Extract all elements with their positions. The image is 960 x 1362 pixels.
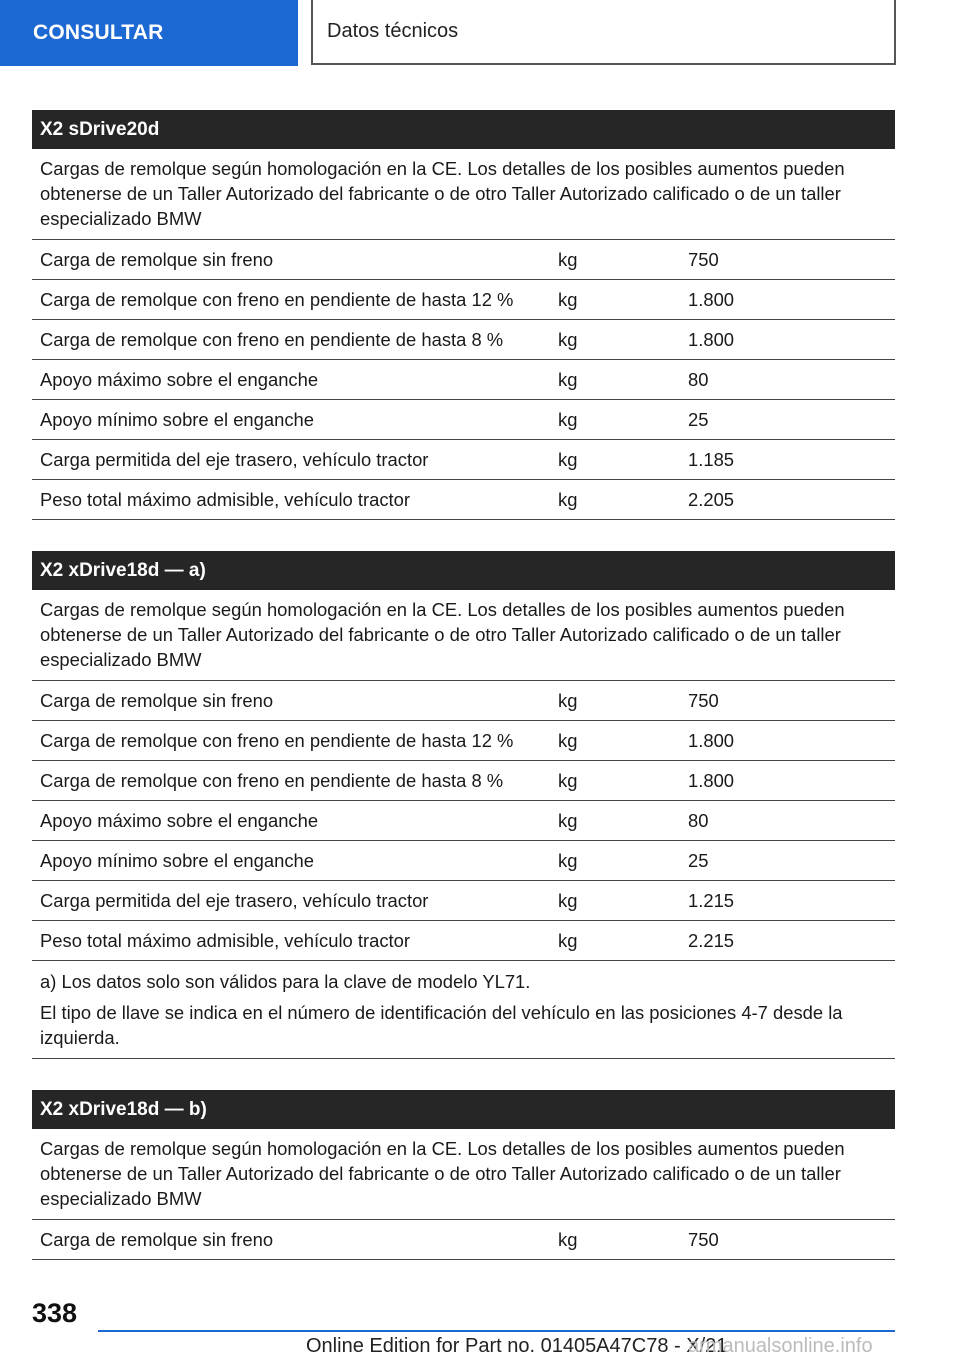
row-unit: kg bbox=[558, 408, 578, 430]
consultar-tab[interactable]: CONSULTAR bbox=[0, 0, 298, 66]
table-row bbox=[32, 400, 895, 440]
section-title: Datos técnicos bbox=[311, 0, 896, 65]
row-unit: kg bbox=[558, 1228, 578, 1250]
row-label: Apoyo mínimo sobre el enganche bbox=[40, 849, 314, 871]
row-unit: kg bbox=[558, 929, 578, 951]
row-unit: kg bbox=[558, 809, 578, 831]
row-value: 750 bbox=[688, 1228, 719, 1250]
table-row bbox=[32, 240, 895, 280]
footer-divider bbox=[98, 1330, 895, 1332]
row-value: 2.215 bbox=[688, 929, 735, 951]
row-label: Apoyo máximo sobre el enganche bbox=[40, 809, 319, 831]
row-label: Carga de remolque sin freno bbox=[40, 1228, 274, 1250]
row-label: Peso total máximo admisible, vehículo tractor bbox=[40, 929, 411, 951]
table-row bbox=[32, 440, 895, 480]
row-label: Carga permitida del eje trasero, vehículo tractor bbox=[40, 889, 429, 911]
row-label: Peso total máximo admisible, vehículo tractor bbox=[40, 488, 411, 510]
spec-block bbox=[32, 1090, 895, 1260]
spec-block bbox=[32, 110, 895, 520]
table-row bbox=[32, 881, 895, 921]
table-row bbox=[32, 320, 895, 360]
row-label: Apoyo máximo sobre el enganche bbox=[40, 368, 319, 390]
block-title: X2 xDrive18d — a) bbox=[32, 551, 895, 590]
block-description: Cargas de remolque según homologación en la CE. Los detalles de los posibles aumentos pueden obtenerse de un Taller Autorizado del fabricante o de otro Taller Autorizado calificado o de un taller especializado BMW bbox=[32, 149, 895, 240]
table-row bbox=[32, 721, 895, 761]
row-label: Carga de remolque con freno en pendiente de hasta 12 % bbox=[40, 288, 514, 310]
table-row bbox=[32, 1220, 895, 1260]
row-value: 1.800 bbox=[688, 729, 735, 751]
row-value: 1.185 bbox=[688, 448, 735, 470]
row-unit: kg bbox=[558, 248, 578, 270]
row-unit: kg bbox=[558, 328, 578, 350]
row-value: 1.215 bbox=[688, 889, 735, 911]
table-row bbox=[32, 681, 895, 721]
row-value: 1.800 bbox=[688, 769, 735, 791]
row-label: Carga permitida del eje trasero, vehículo tractor bbox=[40, 448, 429, 470]
footer-edition-text: Online Edition for Part no. 01405A47C78 - X/21 bbox=[306, 1335, 728, 1357]
row-value: 25 bbox=[688, 408, 709, 430]
block-description: Cargas de remolque según homologación en la CE. Los detalles de los posibles aumentos pueden obtenerse de un Taller Autorizado del fabricante o de otro Taller Autorizado calificado o de un taller especializado BMW bbox=[32, 590, 895, 681]
row-value: 80 bbox=[688, 809, 709, 831]
row-unit: kg bbox=[558, 448, 578, 470]
row-value: 25 bbox=[688, 849, 709, 871]
block-title: X2 xDrive18d — b) bbox=[32, 1090, 895, 1129]
footnote: a) Los datos solo son válidos para la clave de modelo YL71. bbox=[40, 971, 531, 992]
content-area bbox=[32, 110, 895, 1291]
row-unit: kg bbox=[558, 729, 578, 751]
row-value: 750 bbox=[688, 248, 719, 270]
row-unit: kg bbox=[558, 769, 578, 791]
table-row bbox=[32, 921, 895, 961]
watermark: armanualsonline.info bbox=[688, 1335, 873, 1357]
spec-block bbox=[32, 551, 895, 1059]
row-value: 2.205 bbox=[688, 488, 735, 510]
table-row bbox=[32, 360, 895, 400]
table-row bbox=[32, 841, 895, 881]
page-number: 338 bbox=[32, 1298, 78, 1328]
footnotes bbox=[32, 961, 895, 1059]
row-label: Carga de remolque con freno en pendiente de hasta 8 % bbox=[40, 328, 504, 350]
footnote: El tipo de llave se indica en el número de identificación del vehículo en las posiciones 4-7 desde la izquierda. bbox=[40, 1002, 843, 1048]
row-unit: kg bbox=[558, 288, 578, 310]
table-row bbox=[32, 801, 895, 841]
row-label: Carga de remolque sin freno bbox=[40, 689, 274, 711]
row-unit: kg bbox=[558, 889, 578, 911]
row-unit: kg bbox=[558, 849, 578, 871]
row-label: Carga de remolque sin freno bbox=[40, 248, 274, 270]
row-unit: kg bbox=[558, 689, 578, 711]
row-label: Carga de remolque con freno en pendiente de hasta 12 % bbox=[40, 729, 514, 751]
row-value: 80 bbox=[688, 368, 709, 390]
row-value: 1.800 bbox=[688, 288, 735, 310]
table-row bbox=[32, 480, 895, 520]
row-unit: kg bbox=[558, 488, 578, 510]
row-value: 1.800 bbox=[688, 328, 735, 350]
row-label: Apoyo mínimo sobre el enganche bbox=[40, 408, 314, 430]
block-title: X2 sDrive20d bbox=[32, 110, 895, 149]
row-value: 750 bbox=[688, 689, 719, 711]
table-row bbox=[32, 280, 895, 320]
page-header bbox=[0, 0, 960, 66]
row-label: Carga de remolque con freno en pendiente de hasta 8 % bbox=[40, 769, 504, 791]
table-row bbox=[32, 761, 895, 801]
row-unit: kg bbox=[558, 368, 578, 390]
block-description: Cargas de remolque según homologación en la CE. Los detalles de los posibles aumentos pueden obtenerse de un Taller Autorizado del fabricante o de otro Taller Autorizado calificado o de un taller especializado BMW bbox=[32, 1129, 895, 1220]
